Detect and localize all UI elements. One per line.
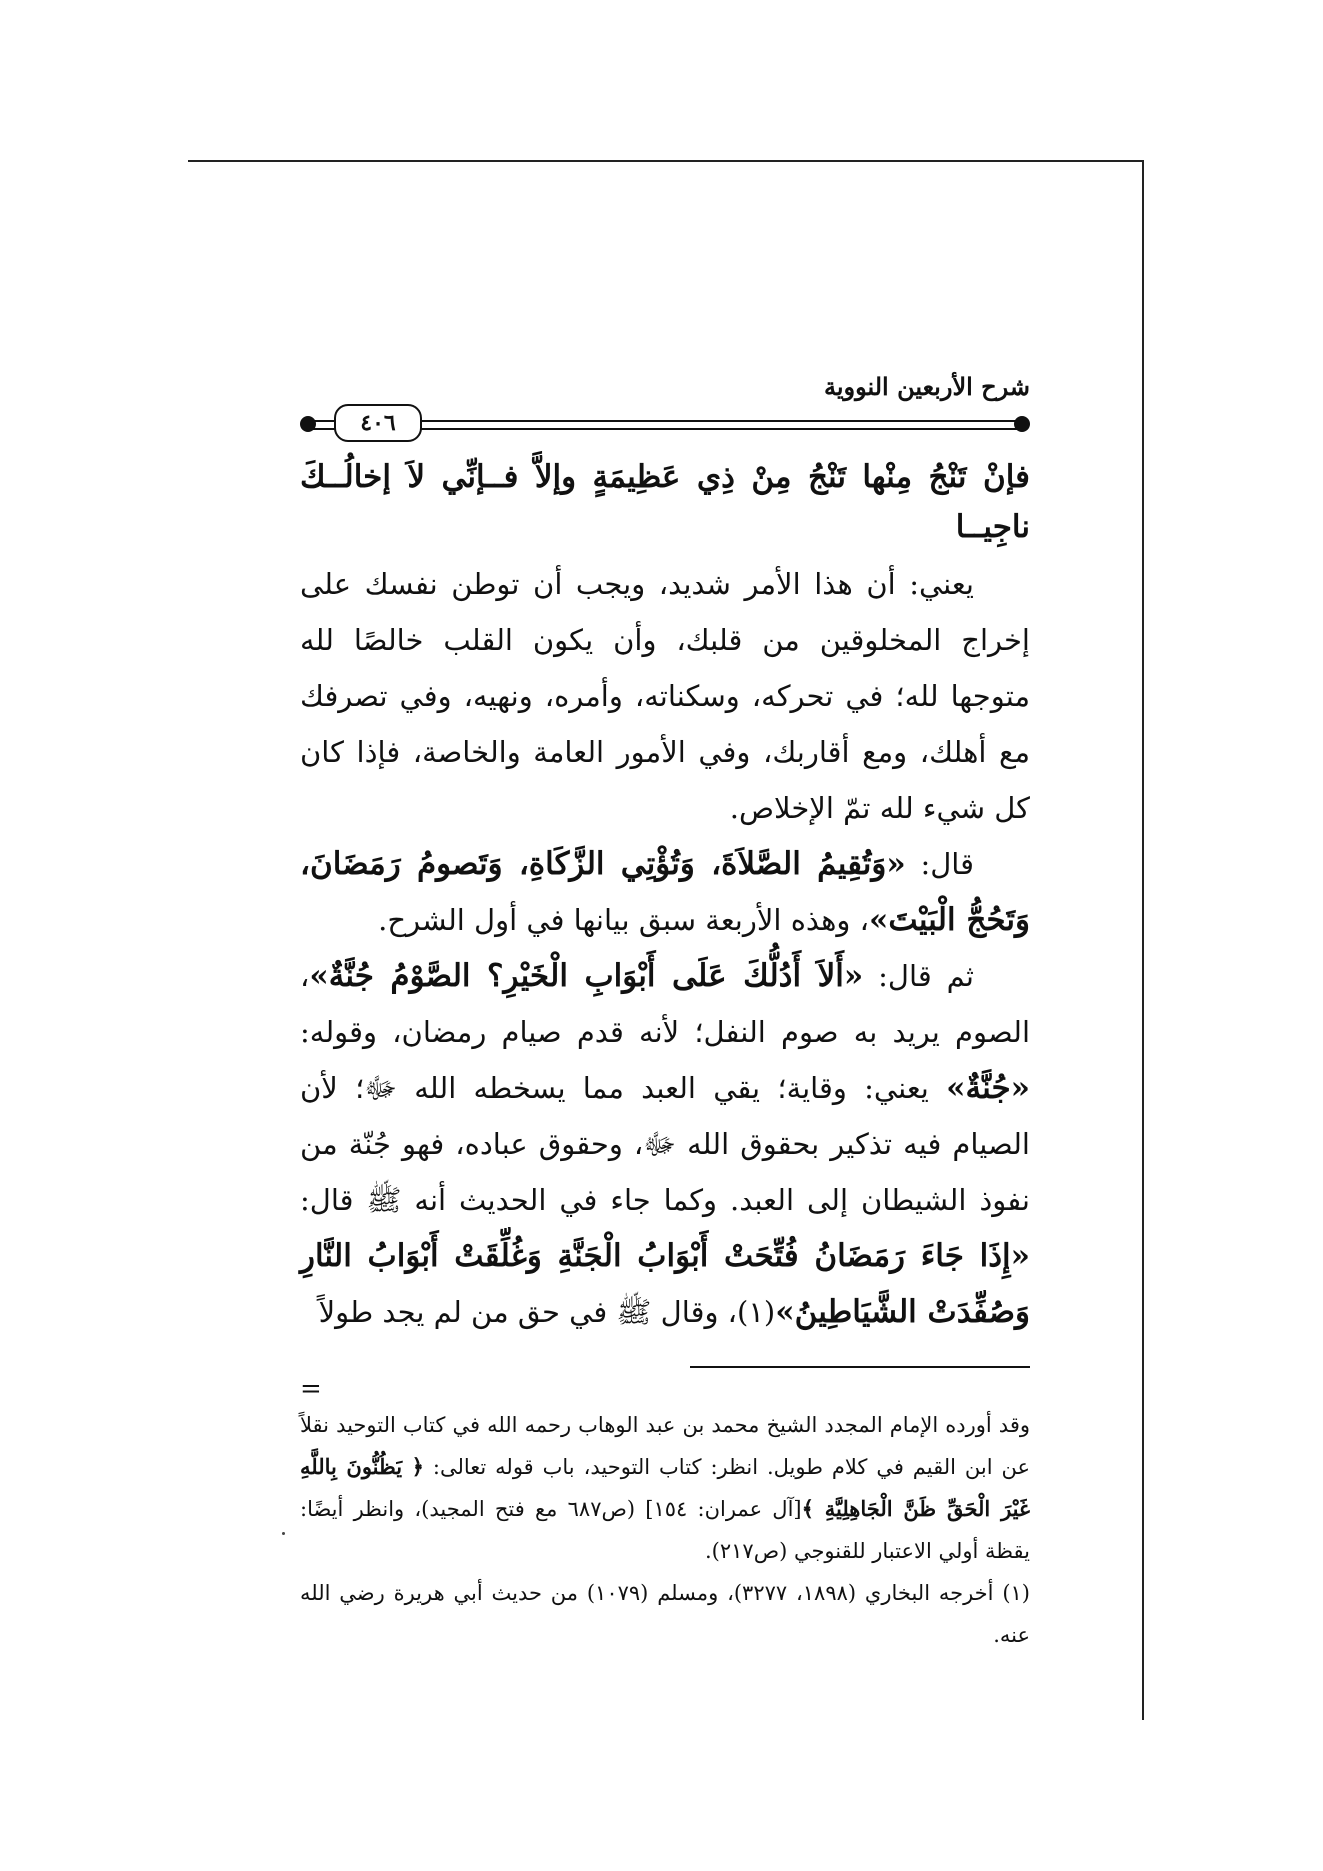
hadith-quote: «أَلاَ أَدُلُّكَ عَلَى أَبْوَابِ الْخَيْرِ؟ الصَّوْمُ جُنَّةٌ»: [309, 958, 864, 994]
footnote-text: وقد أورده الإمام المجدد الشيخ محمد بن عبد الوهاب رحمه الله في كتاب التوحيد نقلاً عن ابن القيم في كلام طويل. انظر: كتاب التوحيد، باب قوله تعالى:: [300, 1413, 1030, 1479]
hadith-quote: «وَتُقِيمُ الصَّلاَةَ، وَتُؤْتِي الزَّكَاةِ، وَتَصومُ رَمَضَانَ، وَتَحُجُّ الْبَيْتَ»: [300, 846, 1030, 938]
footnote-text: [آل عمران: ١٥٤] (ص٦٨٧ مع فتح المجيد)، وانظر أيضًا: يقظة أولي الاعتبار للقنوجي (ص٢١٧).: [300, 1497, 1030, 1563]
paragraph-text: (١)، وقال ﷺ في حق من لم يجد طولاً: [318, 1295, 776, 1329]
footnote-continuation-mark: =: [300, 1374, 322, 1404]
scan-border-top: [188, 160, 1144, 162]
paragraph-text: يعني: أن هذا الأمر شديد، ويجب أن توطن نفسك على إخراج المخلوقين من قلبك، وأن يكون القلب خالصًا لله متوجها لله؛ في تحركه، وسكناته، وأمره، ونهيه، وفي تصرفك مع أهلك، ومع أقاربك، وفي الأمور العامة والخاصة، فإذا كان كل شيء لله تمّ الإخلاص.: [300, 567, 1030, 825]
paragraph-text: ، وهذه الأربعة سبق بيانها في أول الشرح.: [378, 903, 869, 937]
hadith-quote: «إِذَا جَاءَ رَمَضَانُ فُتِّحَتْ أَبْوَابُ الْجَنَّةِ وَغُلِّقَتْ أَبْوَابُ النَّارِ وَصُفِّدَتْ الشَّيَاطِينُ»: [300, 1238, 1030, 1330]
paragraph-text: ثم قال:: [863, 959, 974, 993]
header-rule-end-right: [1014, 416, 1030, 432]
hadith-quote: «جُنَّةٌ»: [946, 1070, 1030, 1106]
footnote-1: (١) أخرجه البخاري (١٨٩٨، ٣٢٧٧)، ومسلم (١٠٧٩) من حديث أبي هريرة رضي الله عنه.: [300, 1581, 1030, 1647]
paragraph-text: يعني: وقاية؛ يقي العبد مما يسخطه الله ﷻ؛ لأن الصيام فيه تذكير بحقوق الله ﷻ، وحقوق عباده، فهو جُنّة من نفوذ الشيطان إلى العبد. وكما جاء في الحديث أنه ﷺ قال:: [300, 1071, 1030, 1217]
page-number: ٤٠٦: [334, 404, 422, 442]
page-header: [300, 360, 1030, 452]
paragraph-text: ، الصوم يريد به صوم النفل؛ لأنه قدم صيام رمضان، وقوله:: [300, 959, 1030, 1049]
paragraph: [300, 948, 1030, 1340]
footnote-continued: [300, 1404, 1030, 1572]
book-page: [300, 360, 1030, 1656]
footnote-separator: [690, 1366, 1030, 1368]
header-rule-end-left: [300, 416, 316, 432]
book-title: شرح الأربعين النووية: [823, 372, 1030, 401]
body-text: [300, 556, 1030, 1340]
scan-speck: [282, 1532, 285, 1535]
paragraph-text: قال:: [905, 847, 975, 881]
quran-quote: ﴿ يَظُنُّونَ بِاللَّهِ غَيْرَ الْحَقِّ ظَنَّ الْجَاهِلِيَّةِ ﴾: [300, 1454, 1030, 1521]
paragraph: [300, 556, 1030, 836]
scan-border-right: [1142, 160, 1144, 1720]
paragraph: [300, 836, 1030, 948]
poem-verse: فإنْ تَنْجُ مِنْها تَنْجُ مِنْ ذِي عَظِيمَةٍ وإلاَّ فــإنِّي لاَ إخالُــكَ ناجِيــا: [300, 459, 1030, 545]
